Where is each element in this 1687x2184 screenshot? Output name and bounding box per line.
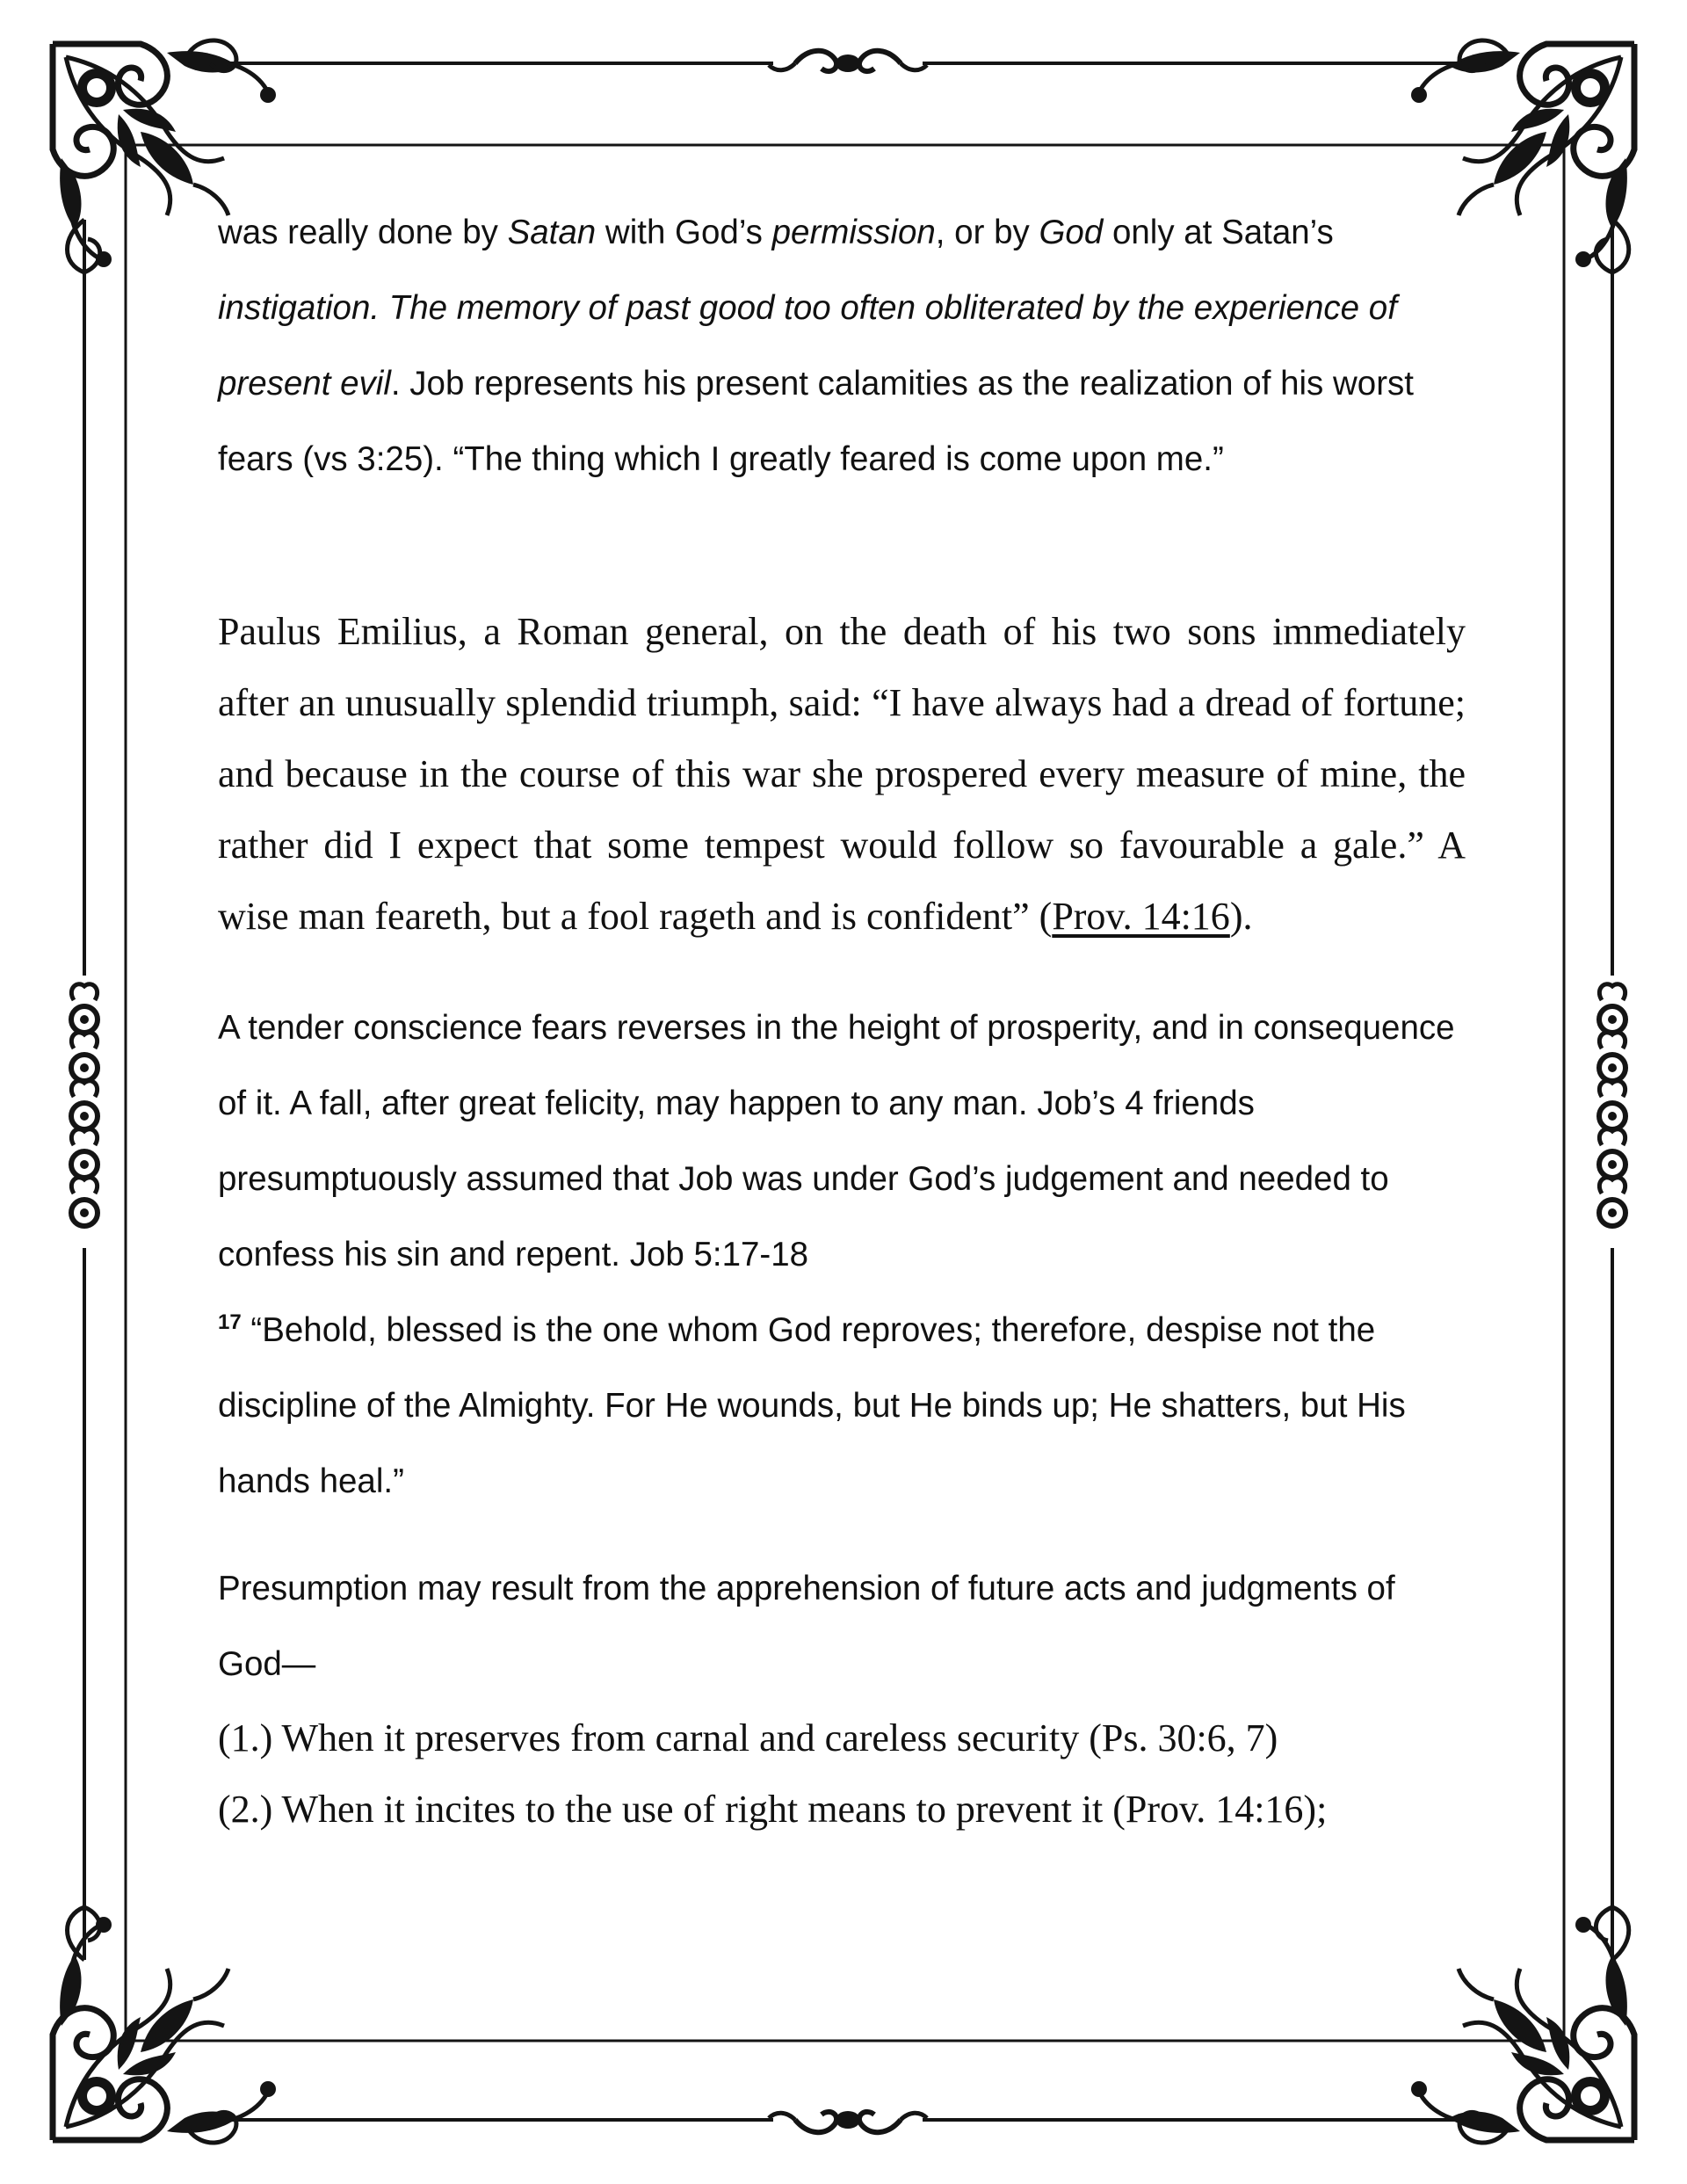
- text-run: was really done by: [218, 214, 508, 251]
- corner-ornament-bottom-right: [1411, 1917, 1634, 2140]
- text-run: A tender conscience fears reverses in the height of prosperity, and in consequence of it. A fall, after great felicity, may happen to any man. Job’s 4 friends presumptuously assumed that Job was under God’s judgement and needed to confess his sin and repent. Job 5:17-18: [218, 1009, 1455, 1273]
- verse-text: “Behold, blessed is the one whom God reproves; therefore, despise not the discipline of the Almighty. For He wounds, but He binds up; He shatters, but His hands heal.”: [218, 1311, 1406, 1500]
- emphasis-permission: permission: [771, 214, 936, 251]
- scripture-reference-link[interactable]: Prov. 14:16: [1052, 895, 1230, 938]
- list-item-1: (1.) When it preserves from carnal and careless security (Ps. 30:6, 7): [218, 1716, 1278, 1760]
- text-run: . Job represents his present calamities as the realization of his worst fears (vs 3:25). “The thing which I greatly feared is come upon me.”: [218, 365, 1414, 478]
- text-run: only at Satan’s: [1103, 214, 1334, 251]
- emphasis-god: God: [1039, 214, 1104, 251]
- text-run: with God’s: [596, 214, 772, 251]
- right-side-chain-ornament: [1599, 984, 1625, 1226]
- list-item-2: (2.) When it incites to the use of right means to prevent it (Prov. 14:16);: [218, 1788, 1328, 1831]
- bottom-center-ornament: [769, 2111, 927, 2132]
- emphasis-satan: Satan: [507, 214, 597, 251]
- verse-number: 17: [218, 1310, 242, 1334]
- left-side-chain-ornament: [71, 984, 98, 1226]
- page-body: [218, 195, 1466, 1845]
- paragraph-job-verse-17: [218, 1293, 1466, 1520]
- numbered-list: [218, 1702, 1466, 1845]
- corner-ornament-bottom-left: [53, 1917, 276, 2140]
- paragraph-satan-permission: [218, 195, 1466, 497]
- text-run: ).: [1229, 895, 1253, 938]
- text-run: Presumption may result from the apprehension of future acts and judgments of God—: [218, 1570, 1395, 1683]
- text-run: Paulus Emilius, a Roman general, on the death of his two sons immediately after an unusually splendid triumph, said: “I have always had a dread of fortune; and because in the course of this war she prospered every measure of mine, the rather did I expect that some tempest would follow so favourable a gale.” A wise man feareth, but a fool rageth and is confident” (: [218, 610, 1466, 938]
- paragraph-tender-conscience: [218, 990, 1466, 1293]
- paragraph-paulus-emilius: [218, 596, 1466, 952]
- emphasis-memory-of-past-good: instigation. The memory of past good too often obliterated by the experience of present evil: [218, 289, 1397, 403]
- paragraph-presumption: [218, 1551, 1466, 1702]
- top-center-ornament: [769, 51, 927, 72]
- text-run: , or by: [935, 214, 1039, 251]
